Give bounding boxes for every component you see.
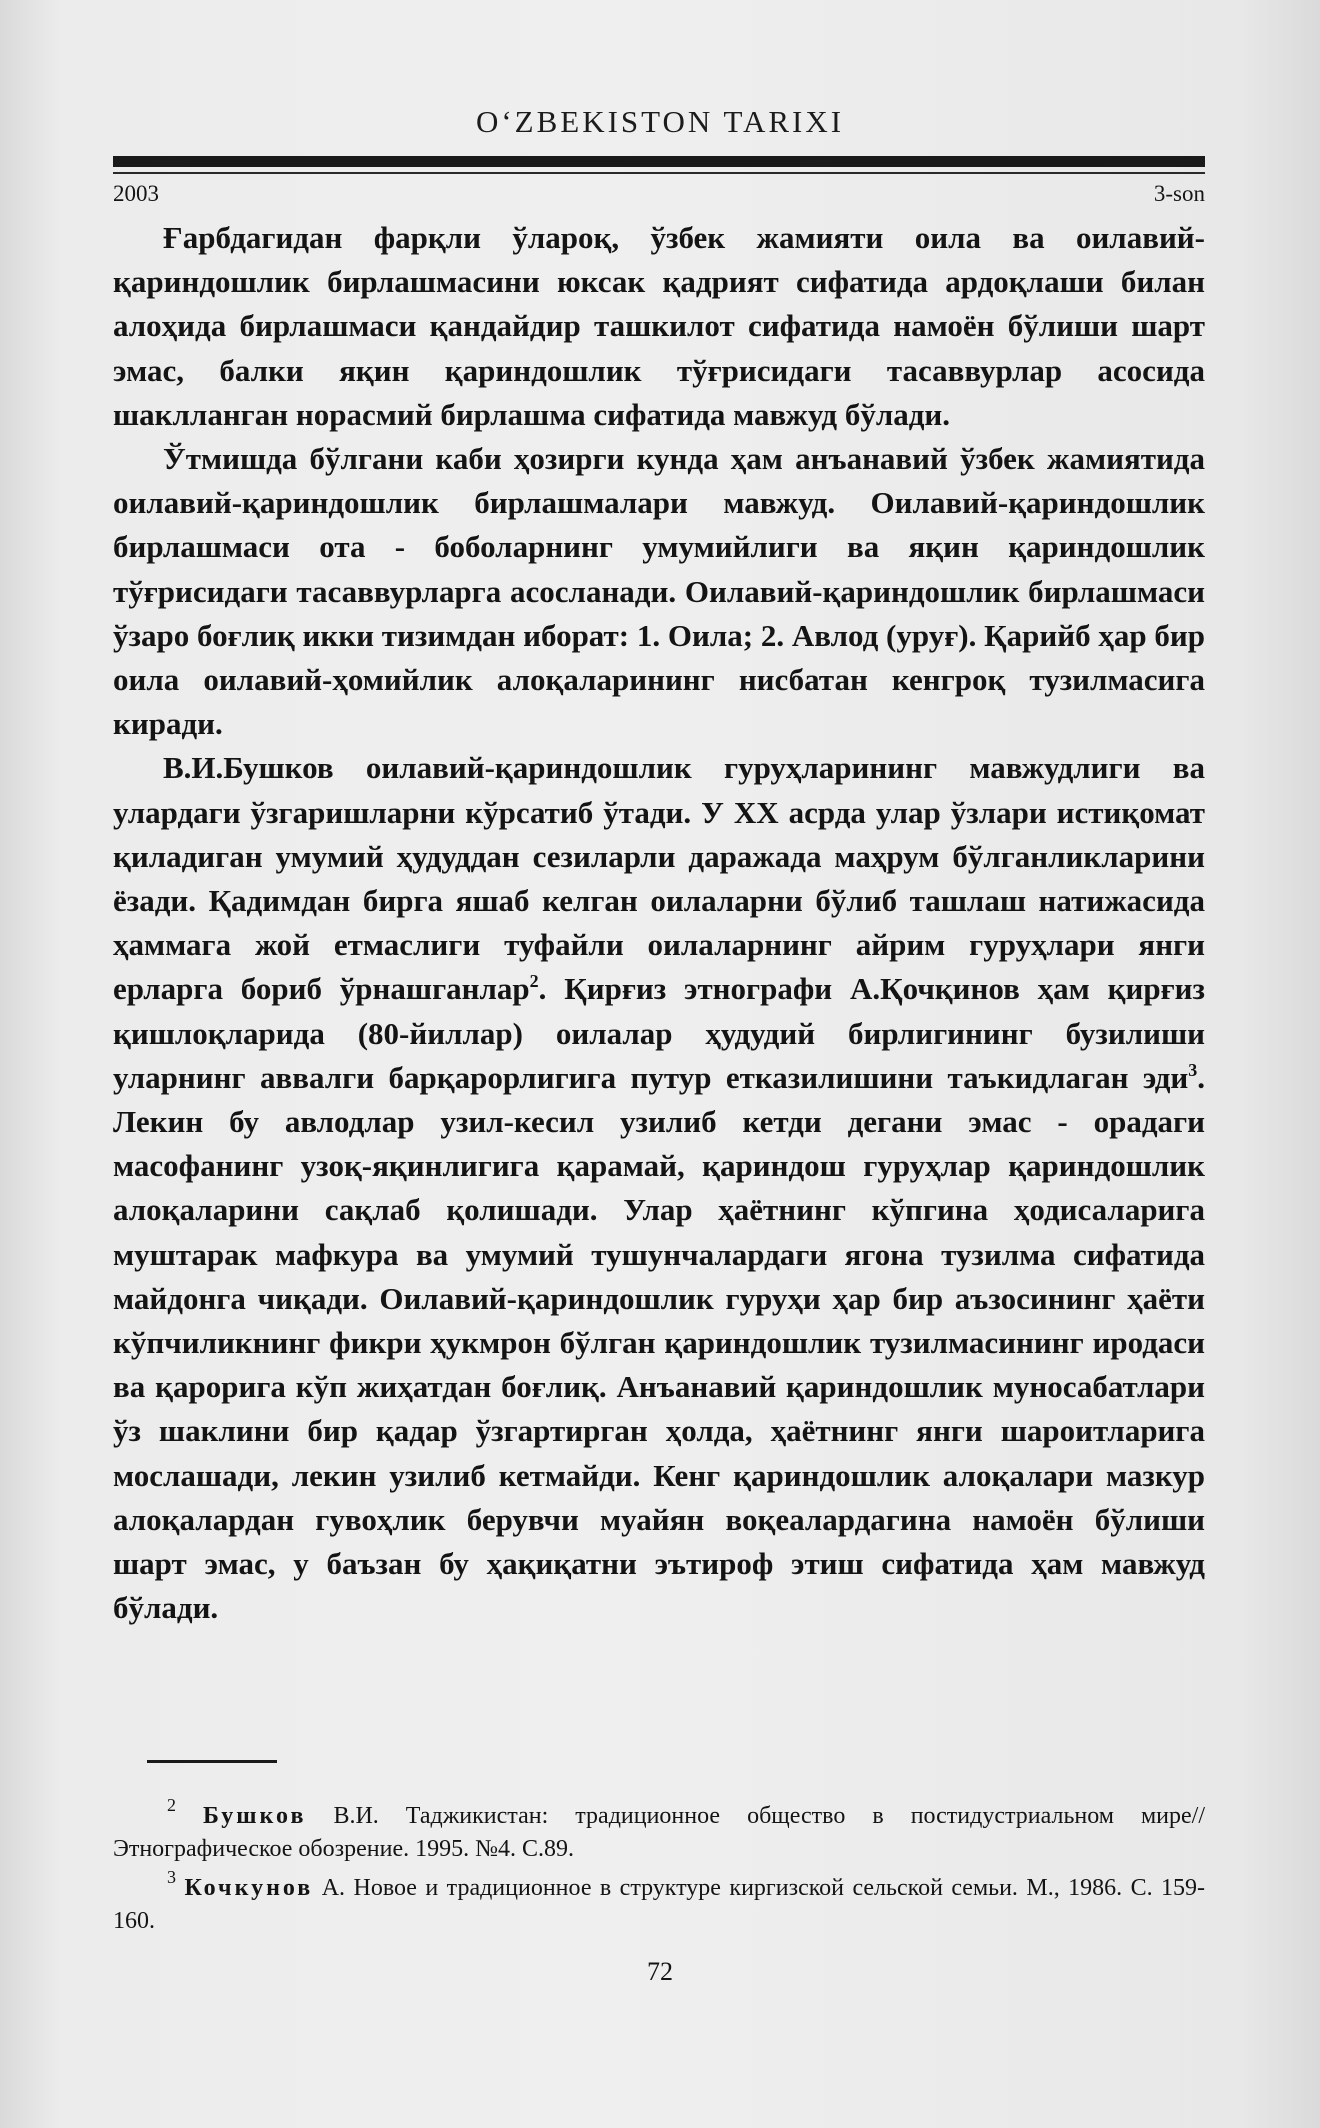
footnote-ref-3: 3 [1188,1059,1198,1080]
paragraph-3-part-1: В.И.Бушков оилавий-қариндошлик гуруҳларининг мавжудлиги ва улардаги ўзгаришларни кўрсатиб ўтади. У XX асрда улар ўзлари истиқомат қиладиган умумий ҳудуддан сезиларли даражада маҳрум бўлганликларини ёзади. Қадимдан бирга яшаб келган оилаларни бўлиб ташлаш натижасида ҳаммага жой етмаслиги туфайли оилаларнинг айрим гуруҳлари янги ерларга бориб ўрнашганлар [113,750,1205,1007]
footnote-author: Кочкунов [184,1875,314,1901]
footnotes [113,1795,1206,1944]
footnote-number: 3 [167,1867,176,1887]
paragraph-3-part-2: . Қирғиз этнографи А.Қочқинов ҳам қирғиз қишлоқларида (80-йиллар) оилалар ҳудудий бирлигининг бузилиши уларнинг аввалги барқарорлигига путур етказилишини таъкидлаган эди [113,971,1205,1095]
footnote-2 [113,1795,1205,1866]
page-number: 72 [647,1957,673,1986]
footnote-author: Бушков [203,1803,307,1829]
footnote-3 [113,1867,1206,1938]
paragraph-3 [113,746,1205,1630]
footnote-number: 2 [167,1795,176,1815]
header-year: 2003 [113,181,159,206]
paragraph-3-part-3: . Лекин бу авлодлар узил-кесил узилиб кетди дегани эмас - орадаги масофанинг узоқ-яқинлигига қарамай, қариндош гуруҳлар қариндошлик алоқаларини сақлаб қолишади. Улар ҳаётнинг кўпгина ҳодисаларига муштарак мафкура ва умумий тушунчалардаги ягона тузилма сифатида майдонга чиқади. Оилавий-қариндошлик гуруҳи ҳар бир аъзосининг ҳаёти кўпчиликнинг фикри ҳукмрон бўлган қариндошлик тузилмасининг иродаси ва қарорига кўп жиҳатдан боғлиқ. Анъанавий қариндошлик муносабатлари ўз шаклини бир қадар ўзгартирган ҳолда, ҳаётнинг янги шароитларига мослашади, лекин узилиб кетмайди. Кенг қариндошлик алоқалари мазкур алоқалардан гувоҳлик берувчи муайян воқеалардагина намоён бўлиши шарт эмас, у баъзан бу ҳақиқатни эътироф этиш сифатида ҳам мавжуд бўлади. [113,1059,1205,1626]
header-issue: 3-son [1153,181,1205,206]
footnote-text: В.И. Таджикистан: традиционное общество в постидустриальном мире// Этнографическое обозрение. 1995. №4. С.89. [113,1803,1205,1862]
journal-title: O‘ZBEKISTON TARIXI [475,104,845,139]
paragraph-2: Ўтмишда бўлгани каби ҳозирги кунда ҳам анъанавий ўзбек жамиятида оилавий-қариндошлик бирлашмалари мавжуд. Оилавий-қариндошлик бирлашмаси ота - боболарнинг умумийлиги ва яқин қариндошлик тўғрисидаги тасаввурларга асосланади. Оилавий-қариндошлик бирлашмаси ўзаро боғлиқ икки тизимдан иборат: 1. Оила; 2. Авлод (уруғ). Қарийб ҳар бир оила оилавий-ҳомийлик алоқаларининг нисбатан кенгроқ тузилмасига киради. [113,441,1205,742]
header-rule-thick [113,156,1205,167]
footnote-text: А. Новое и традиционное в структуре киргизской сельской семьи. М., 1986. С. 159-160. [113,1875,1206,1934]
footnote-separator [147,1760,277,1763]
article-body [113,216,1205,1631]
paragraph-1: Ғарбдагидан фарқли ўлароқ, ўзбек жамияти оила ва оилавий-қариндошлик бирлашмасини юксак қадрият сифатида ардоқлаши билан алоҳида бирлашмаси қандайдир ташкилот сифатида намоён бўлиши шарт эмас, балки яқин қариндошлик тўғрисидаги тасаввурлар асосида шаклланган норасмий бирлашма сифатида мавжуд бўлади. [113,220,1205,432]
footnote-ref-2: 2 [529,971,539,992]
header-rule-thin [113,172,1205,174]
